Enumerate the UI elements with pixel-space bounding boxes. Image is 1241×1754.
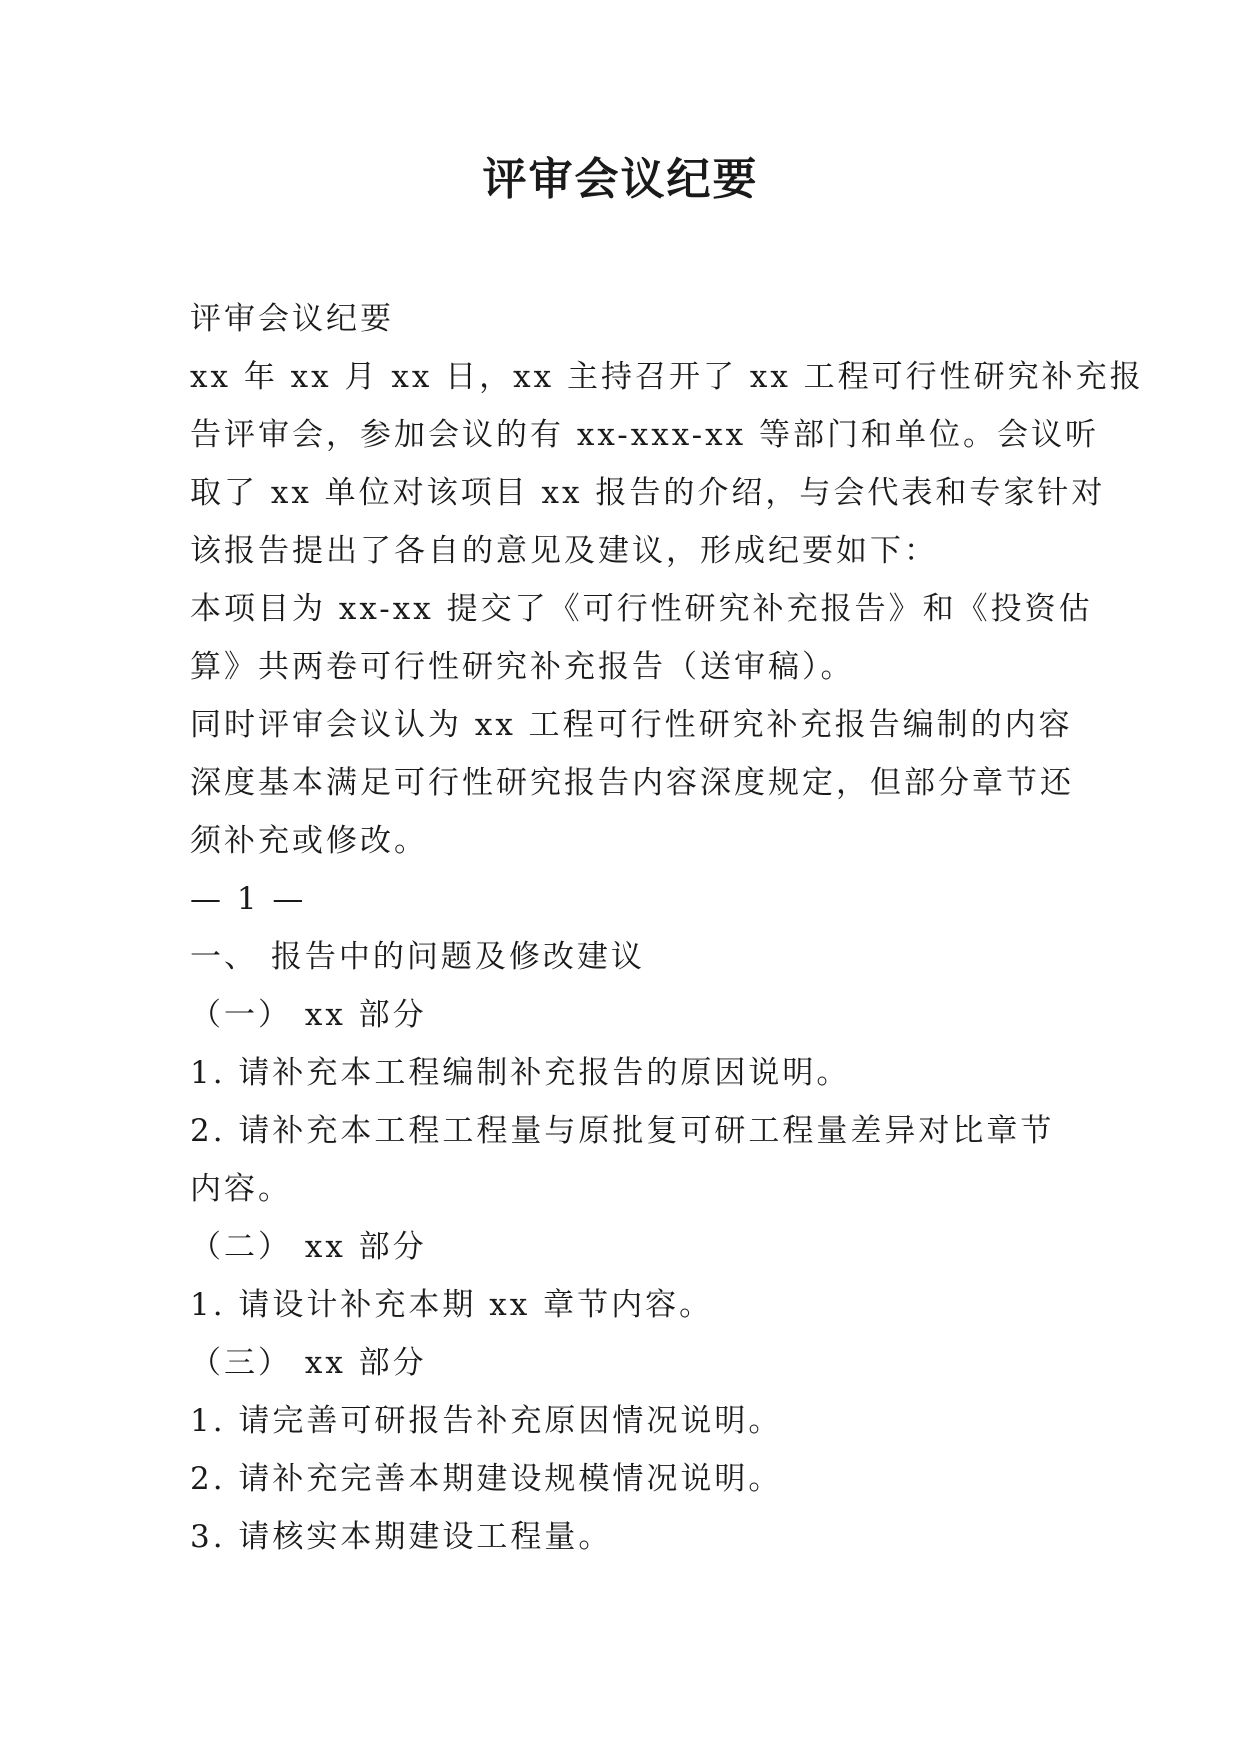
list-item: 2. 请补充本工程工程量与原批复可研工程量差异对比章节 <box>190 1113 1055 1149</box>
document-subtitle: 评审会议纪要 <box>190 301 394 337</box>
page-number: — 1 — <box>190 881 307 917</box>
opinion-line: 须补充或修改。 <box>190 823 428 859</box>
intro-line: 告评审会，参加会议的有 xx-xxx-xx 等部门和单位。会议听 <box>190 417 1099 453</box>
list-item: 1. 请完善可研报告补充原因情况说明。 <box>190 1403 783 1439</box>
part-heading: （二） xx 部分 <box>190 1229 427 1265</box>
document-title: 评审会议纪要 <box>482 154 759 205</box>
list-item: 2. 请补充完善本期建设规模情况说明。 <box>190 1461 783 1497</box>
opinion-line: 深度基本满足可行性研究报告内容深度规定，但部分章节还 <box>190 765 1074 801</box>
document-body <box>190 290 1144 1566</box>
list-item-continuation: 内容。 <box>190 1171 292 1207</box>
list-item: 1. 请补充本工程编制补充报告的原因说明。 <box>190 1055 851 1091</box>
list-item: 3. 请核实本期建设工程量。 <box>190 1519 613 1555</box>
section-heading: 一、 报告中的问题及修改建议 <box>190 939 645 975</box>
intro-line: xx 年 xx 月 xx 日，xx 主持召开了 xx 工程可行性研究补充报 <box>190 359 1144 395</box>
intro-line: 该报告提出了各自的意见及建议，形成纪要如下： <box>190 533 938 569</box>
project-line: 本项目为 xx-xx 提交了《可行性研究补充报告》和《投资估 <box>190 591 1093 627</box>
intro-line: 取了 xx 单位对该项目 xx 报告的介绍，与会代表和专家针对 <box>190 475 1106 511</box>
opinion-line: 同时评审会议认为 xx 工程可行性研究补充报告编制的内容 <box>190 707 1073 743</box>
list-item: 1. 请设计补充本期 xx 章节内容。 <box>190 1287 714 1323</box>
part-heading: （一） xx 部分 <box>190 997 427 1033</box>
part-heading: （三） xx 部分 <box>190 1345 427 1381</box>
project-line: 算》共两卷可行性研究补充报告（送审稿）。 <box>190 649 855 685</box>
